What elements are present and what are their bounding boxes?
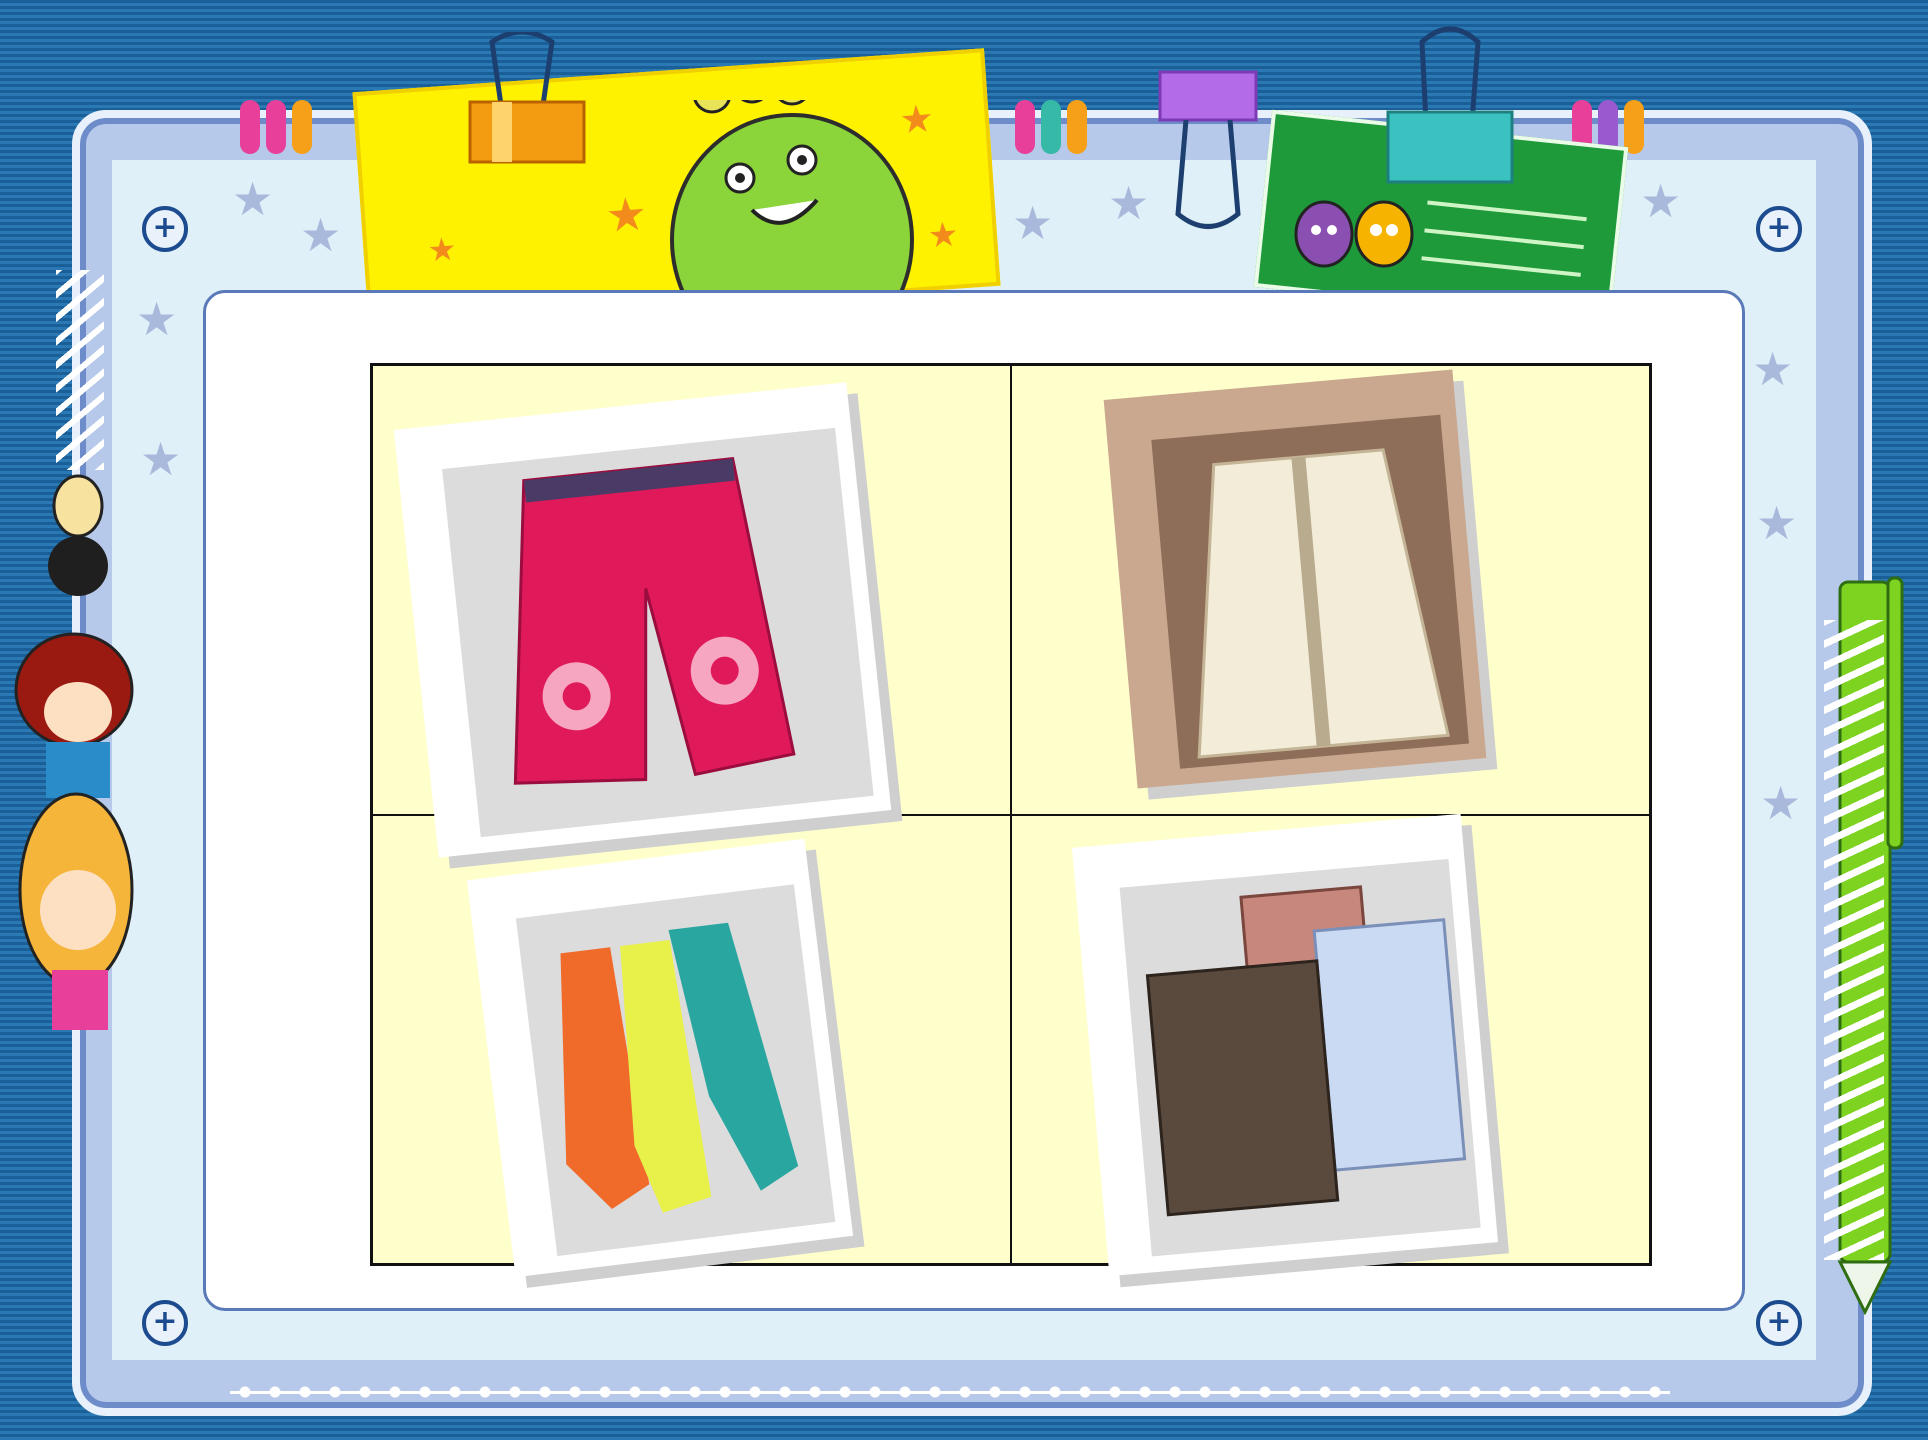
binder-clip-icon xyxy=(462,32,592,172)
bead-row xyxy=(1015,100,1087,154)
binder-clip-icon xyxy=(1156,64,1260,264)
star-icon: ★ xyxy=(898,95,936,143)
star-icon: ★ xyxy=(300,208,342,262)
pen-spring xyxy=(1824,620,1884,1260)
white-shirt-photo xyxy=(1104,369,1487,788)
green-mascot-icon xyxy=(652,100,937,290)
star-icon: ★ xyxy=(1760,776,1802,830)
bottom-bead-chain xyxy=(230,1385,1670,1399)
girl-characters-icon xyxy=(6,470,156,1050)
star-icon: ★ xyxy=(1108,176,1150,230)
star-icon: ★ xyxy=(603,186,649,243)
star-icon: ★ xyxy=(232,172,274,226)
star-icon: ★ xyxy=(1752,342,1794,396)
star-icon: ★ xyxy=(1756,496,1798,550)
striped-socks-photo xyxy=(467,839,853,1277)
folded-shirts-photo xyxy=(1072,814,1498,1276)
binder-clip-icon xyxy=(1380,22,1520,202)
bead-row xyxy=(240,100,312,154)
corner-plus-icon: + xyxy=(142,1300,188,1346)
star-icon: ★ xyxy=(136,292,178,346)
left-spring xyxy=(56,270,104,470)
corner-plus-icon: + xyxy=(1756,206,1802,252)
corner-plus-icon: + xyxy=(1756,1300,1802,1346)
star-icon: ★ xyxy=(1640,174,1682,228)
pink-trousers-photo xyxy=(394,382,891,857)
star-icon: ★ xyxy=(140,432,182,486)
star-icon: ★ xyxy=(426,229,458,270)
star-icon: ★ xyxy=(1012,196,1054,250)
corner-plus-icon: + xyxy=(142,206,188,252)
star-icon: ★ xyxy=(926,214,960,257)
